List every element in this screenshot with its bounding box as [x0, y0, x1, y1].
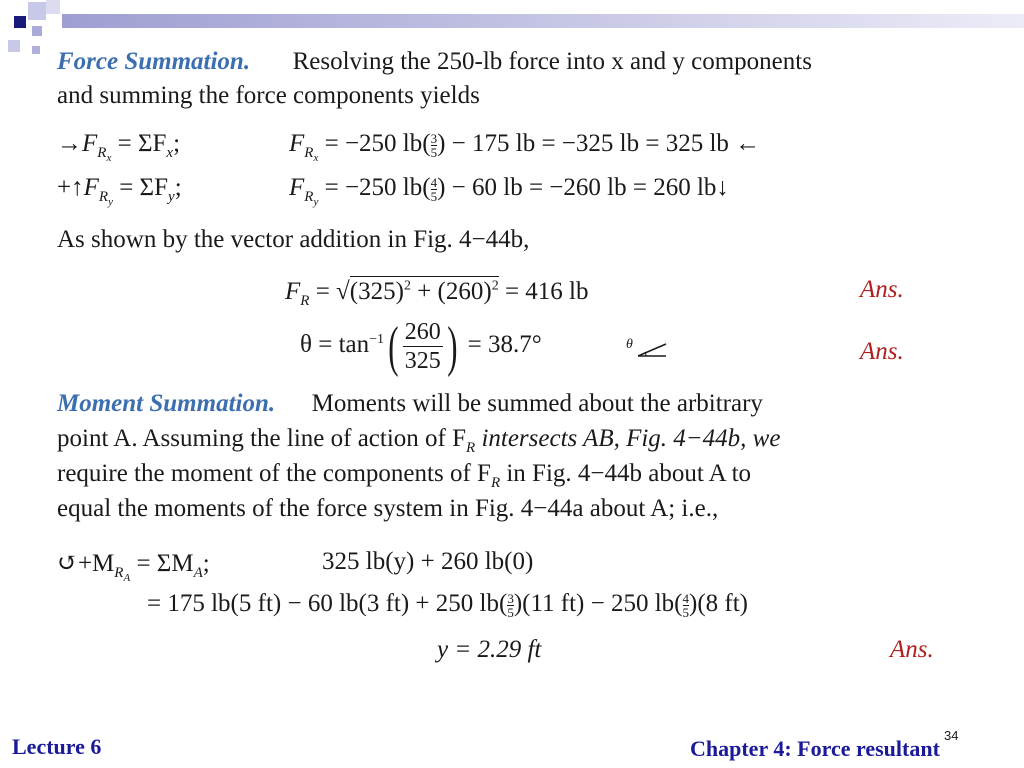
- fraction-260-325: $\frac{260}{325}$: [404, 319, 441, 374]
- y-result: y = 2.29 ft: [437, 636, 542, 663]
- fraction-4-5: $\frac{4}{5}$: [430, 174, 438, 204]
- moment-equation-rhs1: 325 lb(y) + 260 lb(0): [322, 548, 534, 575]
- x-arrow-prefix: →: [57, 130, 82, 157]
- header-decoration: [14, 16, 26, 28]
- equation-y-rhs: $F_{R_y} = -250$ lb( $\frac{4}{5}$ ) − 60 lb = −260 lb = 260 lb↓: [289, 174, 729, 208]
- header-decoration: [28, 2, 46, 20]
- header-bar: [62, 14, 1024, 28]
- force-summation-line2: and summing the force components yields: [57, 82, 480, 109]
- moment-equation-lhs: $↺+M_{R_A} = \Sigma M_A$;: [57, 550, 210, 584]
- theta-equation: $\theta = \tan^{-1}$( $\frac{260}{325}$ ) = 38.7°: [300, 315, 542, 378]
- force-summation-text: Resolving the 250-lb force into x and y components: [292, 48, 812, 75]
- header-decoration: [8, 40, 20, 52]
- fr-magnitude-equation: $F_R = √(325)^2 + (260)^2 = 416$ lb: [285, 278, 589, 309]
- answer-label: Ans.: [890, 636, 934, 663]
- moment-summation-line3: require the moment of the components of $F_R$ in Fig. 4−44b about A to: [57, 460, 752, 491]
- moment-summation-line4: equal the moments of the force system in Fig. 4−44a about A; i.e.,: [57, 495, 719, 522]
- vector-addition-text: As shown by the vector addition in Fig. 4−44b,: [57, 226, 530, 253]
- header-decoration: [32, 26, 42, 36]
- equation-y: $+↑F_{R_y} = \Sigma F_y$;: [57, 174, 182, 208]
- header-decoration: [46, 0, 60, 14]
- force-summation-line1: [57, 48, 812, 76]
- moment-summation-line1: Moment Summation. Moments will be summed about the arbitrary: [57, 390, 763, 417]
- moment-summation-line2: point A. Assuming the line of action of $F_R$ intersects AB, Fig. 4−44b, we: [57, 425, 781, 456]
- page-number: 34: [944, 728, 959, 743]
- answer-label: Ans.: [860, 338, 904, 365]
- header-decoration: [32, 46, 40, 54]
- fraction-3-5: $\frac{3}{5}$: [507, 590, 514, 620]
- fraction-3-5: $\frac{3}{5}$: [430, 130, 438, 160]
- moment-summation-heading: Moment Summation.: [57, 390, 276, 417]
- moment-equation-rhs2: = 175 lb(5 ft) − 60 lb(3 ft) + 250 lb( $\frac{3}{5}$ )(11 ft) − 250 lb( $\frac{4}{5}$ )(8 ft): [147, 590, 749, 620]
- footer-lecture-label: Lecture 6: [12, 734, 102, 759]
- answer-label: Ans.: [860, 276, 904, 303]
- footer-chapter-label: Chapter 4: Force resultant: [690, 736, 940, 761]
- svg-text:θ: θ: [626, 337, 633, 352]
- force-summation-heading: Force Summation.: [57, 48, 251, 75]
- equation-x: $\to F_{R_x} = \Sigma F_x$;: [57, 130, 181, 164]
- equation-x-rhs: $F_{R_x} = -250$ lb( $\frac{3}{5}$ ) − 175 lb = −325 lb = 325 lb ←: [289, 130, 761, 164]
- fraction-4-5: $\frac{4}{5}$: [682, 590, 690, 620]
- angle-symbol-icon: [624, 336, 670, 360]
